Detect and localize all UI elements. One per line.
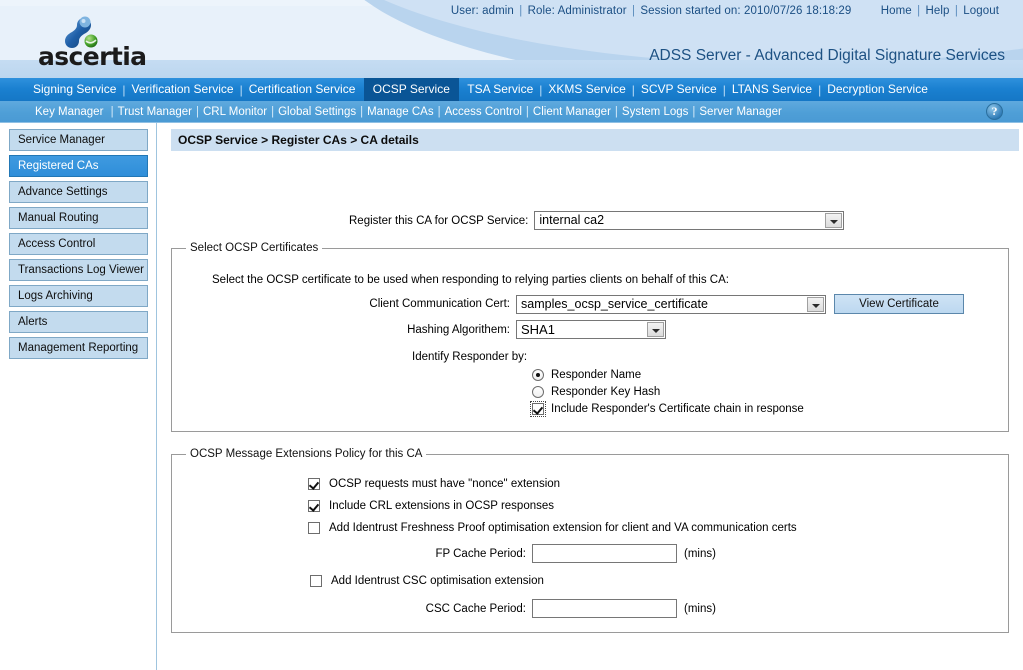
nav-primary-item-scvp-service[interactable]: SCVP Service <box>640 82 717 96</box>
identify-responder-label: Identify Responder by: <box>412 351 528 363</box>
logout-link[interactable]: Logout <box>963 5 999 17</box>
page-body <box>0 123 1023 670</box>
nav-primary-item-decryption-service[interactable]: Decryption Service <box>827 82 928 96</box>
form-content <box>157 151 1023 633</box>
responder-name-row[interactable] <box>532 369 996 381</box>
sidebar <box>0 123 156 670</box>
responder-key-hash-radio[interactable] <box>532 386 544 398</box>
fp-cache-period-row <box>184 544 996 563</box>
fp-cache-period-input[interactable] <box>532 544 677 563</box>
home-link[interactable]: Home <box>880 5 912 17</box>
include-chain-label: Include Responder's Certificate chain in response <box>551 403 804 415</box>
csc-cache-period-input[interactable] <box>532 599 677 618</box>
sidebar-item-service-manager[interactable]: Service Manager <box>9 129 148 151</box>
nav-secondary-item-global-settings[interactable]: Global Settings <box>278 105 357 118</box>
sidebar-item-advance-settings[interactable]: Advance Settings <box>9 181 148 203</box>
nav-secondary-divider: | <box>525 105 529 118</box>
sidebar-item-management-reporting[interactable]: Management Reporting <box>9 337 148 359</box>
fp-cache-period-label: FP Cache Period: <box>435 547 526 560</box>
ocsp-message-extensions-legend: OCSP Message Extensions Policy for this CA <box>190 448 423 460</box>
hashing-algorithm-value: SHA1 <box>521 322 555 337</box>
view-certificate-button[interactable]: View Certificate <box>834 294 964 314</box>
brand-logo[interactable] <box>20 16 190 72</box>
brand-logo-text: ascertia <box>38 42 147 71</box>
client-communication-cert-label: Client Communication Cert: <box>369 298 510 310</box>
nonce-extension-checkbox[interactable] <box>308 478 320 490</box>
csc-cache-period-units: (mins) <box>684 602 716 615</box>
nav-primary-item-signing-service[interactable]: Signing Service <box>33 82 117 96</box>
help-link[interactable]: Help <box>925 5 950 17</box>
include-chain-row[interactable] <box>532 403 996 415</box>
crl-extensions-label: Include CRL extensions in OCSP responses <box>329 500 555 512</box>
select-ocsp-certificates-legend: Select OCSP Certificates <box>190 242 319 254</box>
freshness-proof-row[interactable] <box>308 522 996 534</box>
chevron-down-icon[interactable] <box>825 213 842 228</box>
nav-primary-item-tsa-service[interactable]: TSA Service <box>467 82 534 96</box>
nav-primary-divider: | <box>818 82 822 97</box>
nav-secondary-item-system-logs[interactable]: System Logs <box>621 105 689 118</box>
nav-primary-item-certification-service[interactable]: Certification Service <box>248 82 356 96</box>
nonce-extension-label: OCSP requests must have "nonce" extension <box>329 478 561 490</box>
question-mark-icon[interactable]: ? <box>986 103 1003 120</box>
register-ca-row <box>171 211 1009 230</box>
csc-optimisation-row[interactable] <box>310 575 996 587</box>
page-header <box>0 0 1023 78</box>
nonce-extension-row[interactable] <box>308 478 996 490</box>
sidebar-item-alerts[interactable]: Alerts <box>9 311 148 333</box>
session-info-bar <box>451 5 999 17</box>
nav-primary-item-verification-service[interactable]: Verification Service <box>131 82 234 96</box>
hashing-algorithm-row <box>184 320 996 339</box>
freshness-proof-label: Add Identrust Freshness Proof optimisation extension for client and VA communication certs <box>329 522 797 534</box>
client-communication-cert-select[interactable] <box>516 295 826 314</box>
ocsp-message-extensions-group <box>171 448 1009 633</box>
csc-optimisation-checkbox[interactable] <box>310 575 322 587</box>
nav-secondary-divider: | <box>692 105 696 118</box>
nav-secondary-divider: | <box>437 105 441 118</box>
crl-extensions-checkbox[interactable] <box>308 500 320 512</box>
nav-secondary-item-trust-manager[interactable]: Trust Manager <box>117 105 192 118</box>
responder-name-radio[interactable] <box>532 369 544 381</box>
main-content-column <box>156 123 1023 670</box>
nav-primary-divider: | <box>239 82 243 97</box>
nav-secondary-divider: | <box>360 105 364 118</box>
primary-navigation <box>0 78 1023 101</box>
csc-cache-period-row <box>184 599 996 618</box>
nav-secondary-item-manage-cas[interactable]: Manage CAs <box>367 105 434 118</box>
nav-secondary-divider: | <box>110 105 114 118</box>
nav-secondary-item-server-manager[interactable]: Server Manager <box>699 105 782 118</box>
chevron-down-icon[interactable] <box>647 322 664 337</box>
link-divider-2: | <box>954 5 958 17</box>
nav-secondary-divider: | <box>195 105 199 118</box>
hashing-algorithm-label: Hashing Algorithem: <box>407 323 510 336</box>
nav-primary-divider: | <box>122 82 126 97</box>
breadcrumb: OCSP Service > Register CAs > CA details <box>171 129 1019 151</box>
register-ca-label: Register this CA for OCSP Service: <box>349 214 529 227</box>
nav-secondary-item-key-manager[interactable]: Key Manager <box>35 105 104 118</box>
nav-primary-divider: | <box>631 82 635 97</box>
nav-primary-item-xkms-service[interactable]: XKMS Service <box>548 82 626 96</box>
csc-cache-period-label: CSC Cache Period: <box>425 602 526 615</box>
link-divider-1: | <box>917 5 921 17</box>
register-ca-select[interactable] <box>534 211 844 230</box>
responder-name-label: Responder Name <box>551 369 642 381</box>
header-links <box>881 5 999 17</box>
nav-primary-item-ltans-service[interactable]: LTANS Service <box>731 82 813 96</box>
nav-primary-item-ocsp-service[interactable]: OCSP Service <box>364 78 459 101</box>
nav-secondary-divider: | <box>614 105 618 118</box>
hashing-algorithm-select[interactable] <box>516 320 666 339</box>
nav-primary-divider: | <box>722 82 726 97</box>
responder-key-hash-row[interactable] <box>532 386 996 398</box>
client-communication-cert-row <box>184 294 996 314</box>
session-started: Session started on: 2010/07/26 18:18:29 <box>640 5 852 17</box>
session-divider-2: | <box>631 5 636 17</box>
nav-secondary-item-crl-monitor[interactable]: CRL Monitor <box>202 105 268 118</box>
csc-optimisation-label: Add Identrust CSC optimisation extension <box>331 575 544 587</box>
include-chain-checkbox[interactable] <box>532 403 544 415</box>
application-title: ADSS Server - Advanced Digital Signature Services <box>649 47 1005 64</box>
nav-secondary-item-access-control[interactable]: Access Control <box>444 105 522 118</box>
crl-extensions-row[interactable] <box>308 500 996 512</box>
secondary-navigation <box>0 101 1023 123</box>
freshness-proof-checkbox[interactable] <box>308 522 320 534</box>
nav-secondary-item-client-manager[interactable]: Client Manager <box>532 105 611 118</box>
session-user: User: admin <box>450 5 514 17</box>
client-communication-cert-value: samples_ocsp_service_certificate <box>521 296 708 311</box>
sidebar-item-manual-routing[interactable]: Manual Routing <box>9 207 148 229</box>
select-ocsp-certificates-group <box>171 242 1009 432</box>
session-role: Role: Administrator <box>527 5 627 17</box>
sidebar-item-access-control[interactable]: Access Control <box>9 233 148 255</box>
sidebar-item-transactions-log-viewer[interactable]: Transactions Log Viewer <box>9 259 148 281</box>
nav-secondary-divider: | <box>271 105 275 118</box>
session-divider-1: | <box>519 5 523 17</box>
sidebar-item-logs-archiving[interactable]: Logs Archiving <box>9 285 148 307</box>
chevron-down-icon[interactable] <box>807 297 824 312</box>
register-ca-value: internal ca2 <box>539 213 605 227</box>
nav-primary-divider: | <box>539 82 543 97</box>
responder-key-hash-label: Responder Key Hash <box>551 386 661 398</box>
fp-cache-period-units: (mins) <box>684 547 716 560</box>
ocsp-cert-hint: Select the OCSP certificate to be used when responding to relying parties clients on behalf of this CA: <box>212 274 729 286</box>
sidebar-item-registered-cas[interactable]: Registered CAs <box>9 155 148 177</box>
